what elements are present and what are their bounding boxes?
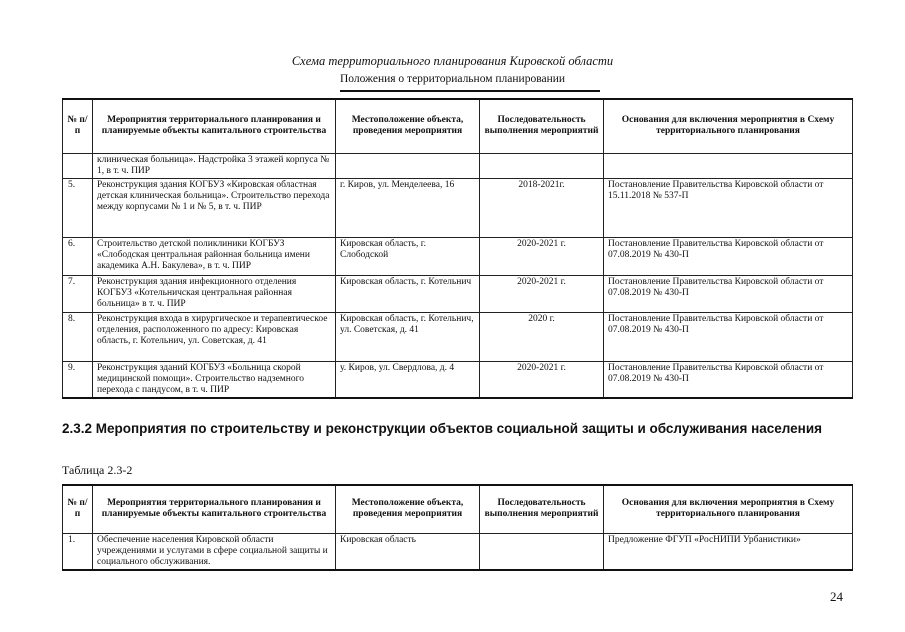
cell-num: 6. — [63, 237, 93, 275]
cell-num: 1. — [63, 533, 93, 570]
col-basis-header: Основания для включения мероприятия в Схему территориального планирования — [604, 485, 853, 533]
cell-sequence: 2018-2021г. — [480, 178, 604, 237]
col-event-header: Мероприятия территориального планирования и планируемые объекты капитального строительства — [93, 485, 336, 533]
table-header-row — [63, 99, 853, 153]
events-table-1 — [62, 98, 853, 399]
col-sequence-header: Последовательность выполнения мероприятий — [480, 99, 604, 153]
col-basis-header: Основания для включения мероприятия в Схему территориального планирования — [604, 99, 853, 153]
cell-basis: Постановление Правительства Кировской области от 07.08.2019 № 430-П — [604, 361, 853, 398]
col-num-header: № п/п — [63, 99, 93, 153]
table-row — [63, 533, 853, 570]
cell-location: г. Киров, ул. Менделеева, 16 — [336, 178, 480, 237]
cell-location: Кировская область, г. Слободской — [336, 237, 480, 275]
col-sequence-header: Последовательность выполнения мероприятий — [480, 485, 604, 533]
cell-event: Реконструкция входа в хирургическое и терапевтическое отделения, расположенного по адресу: Кировская область, г. Котельнич, ул. Советская, д. 41 — [93, 312, 336, 361]
table-row — [63, 178, 853, 237]
section-heading: 2.3.2 Мероприятия по строительству и реконструкции объектов социальной защиты и обслуживания населения — [62, 421, 823, 436]
cell-basis: Постановление Правительства Кировской области от 07.08.2019 № 430-П — [604, 312, 853, 361]
cell-location: Кировская область — [336, 533, 480, 570]
cell-event: Реконструкция здания КОГБУЗ «Кировская областная детская клиническая больница». Строительство перехода между корпусами № 1 и № 5, в т. ч. ПИР — [93, 178, 336, 237]
col-event-header: Мероприятия территориального планирования и планируемые объекты капитального строительства — [93, 99, 336, 153]
cell-basis: Постановление Правительства Кировской области от 15.11.2018 № 537-П — [604, 178, 853, 237]
events-table-2 — [62, 484, 853, 571]
cell-location: у. Киров, ул. Свердлова, д. 4 — [336, 361, 480, 398]
cell-event: клиническая больница». Надстройка 3 этажей корпуса № 1, в т. ч. ПИР — [93, 153, 336, 178]
table-row — [63, 153, 853, 178]
document-header-title: Схема территориального планирования Кировской области — [291, 54, 614, 68]
table-caption: Таблица 2.3-2 — [62, 463, 133, 477]
cell-num: 8. — [63, 312, 93, 361]
cell-sequence: 2020-2021 г. — [480, 361, 604, 398]
table-row — [63, 312, 853, 361]
table-row — [63, 275, 853, 312]
cell-location: Кировская область, г. Котельнич, ул. Советская, д. 41 — [336, 312, 480, 361]
col-location-header: Местоположение объекта, проведения мероприятия — [336, 485, 480, 533]
page-number: 24 — [830, 589, 843, 604]
table-header-row — [63, 485, 853, 533]
cell-basis: Постановление Правительства Кировской области от 07.08.2019 № 430-П — [604, 237, 853, 275]
cell-event: Реконструкция здания инфекционного отделения КОГБУЗ «Котельничская центральная районная больница» в т. ч. ПИР — [93, 275, 336, 312]
cell-basis: Постановление Правительства Кировской области от 07.08.2019 № 430-П — [604, 275, 853, 312]
cell-basis — [604, 153, 853, 178]
cell-event: Строительство детской поликлиники КОГБУЗ «Слободская центральная районная больница имени академика А.Н. Бакулева», в т. ч. ПИР — [93, 237, 336, 275]
table-row — [63, 237, 853, 275]
cell-num — [63, 153, 93, 178]
cell-location — [336, 153, 480, 178]
header-rule — [340, 90, 600, 92]
col-num-header: № п/п — [63, 485, 93, 533]
cell-sequence — [480, 533, 604, 570]
cell-sequence: 2020-2021 г. — [480, 237, 604, 275]
cell-location: Кировская область, г. Котельнич — [336, 275, 480, 312]
cell-event: Обеспечение населения Кировской области учреждениями и услугами в сфере социальной защиты и социального обслуживания. — [93, 533, 336, 570]
cell-num: 9. — [63, 361, 93, 398]
cell-num: 5. — [63, 178, 93, 237]
cell-event: Реконструкция зданий КОГБУЗ «Больница скорой медицинской помощи». Строительство надземного перехода с пандусом, в т. ч. ПИР — [93, 361, 336, 398]
cell-sequence: 2020-2021 г. — [480, 275, 604, 312]
cell-num: 7. — [63, 275, 93, 312]
document-header-subtitle: Положения о территориальном планировании — [339, 73, 566, 85]
cell-sequence: 2020 г. — [480, 312, 604, 361]
table-row — [63, 361, 853, 398]
cell-sequence — [480, 153, 604, 178]
cell-basis: Предложение ФГУП «РосНИПИ Урбанистики» — [604, 533, 853, 570]
col-location-header: Местоположение объекта, проведения мероприятия — [336, 99, 480, 153]
